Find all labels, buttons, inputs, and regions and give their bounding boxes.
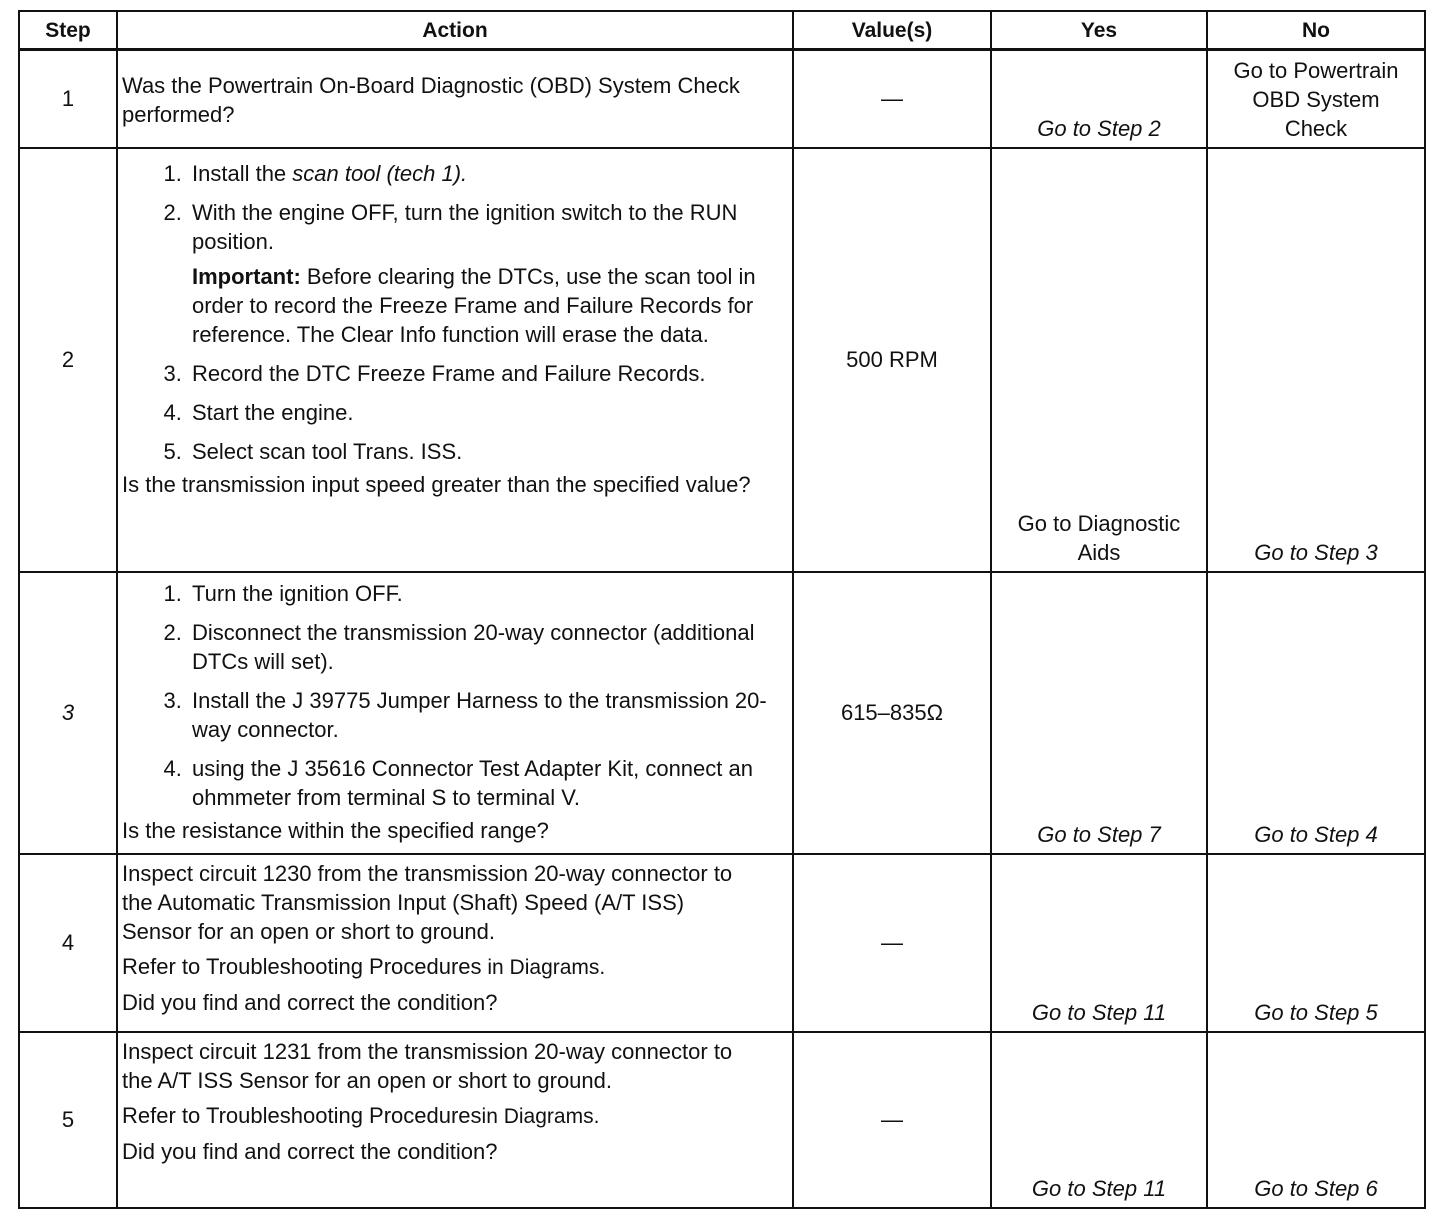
- header-row: [19, 11, 1425, 50]
- table-row-step-2: [19, 148, 1425, 572]
- list-item: 2. Disconnect the transmission 20-way connector (additional DTCs will set).: [188, 618, 786, 676]
- list-item: 1. Install the scan tool (tech 1).: [188, 159, 786, 188]
- value-cell: —: [793, 50, 991, 148]
- action-question: Is the resistance within the specified range?: [122, 817, 549, 843]
- table-row-step-3: [19, 572, 1425, 854]
- no-cell: Go to Step 5: [1207, 854, 1425, 1032]
- action-steps-list: [122, 153, 786, 256]
- action-cell: [117, 1032, 793, 1208]
- list-item: 3. Record the DTC Freeze Frame and Failure Records.: [188, 359, 786, 388]
- list-item: 4. using the J 35616 Connector Test Adapter Kit, connect an ohmmeter from terminal S to terminal V.: [188, 754, 786, 812]
- action-cell: [117, 148, 793, 572]
- list-item: 1. Turn the ignition OFF.: [188, 579, 786, 608]
- action-question: Did you find and correct the condition?: [122, 989, 498, 1015]
- list-item: 4. Start the engine.: [188, 398, 786, 427]
- header-values: Value(s): [793, 11, 991, 50]
- no-cell: Go to Step 6: [1207, 1032, 1425, 1208]
- step-number: 5: [19, 1032, 117, 1208]
- action-question: Did you find and correct the condition?: [122, 1138, 498, 1164]
- header-no: No: [1207, 11, 1425, 50]
- value-cell: —: [793, 1032, 991, 1208]
- action-steps-list-continued: [122, 359, 786, 466]
- action-cell: [117, 50, 793, 148]
- header-step: Step: [19, 11, 117, 50]
- table-row-step-1: [19, 50, 1425, 148]
- header-yes: Yes: [991, 11, 1207, 50]
- list-item: 2. With the engine OFF, turn the ignition switch to the RUN position.: [188, 198, 786, 256]
- important-note: Important: Before clearing the DTCs, use the scan tool in order to record the Freeze Frame and Failure Records for reference. The Clear Info function will erase the data.: [192, 263, 756, 347]
- value-cell: —: [793, 854, 991, 1032]
- step-number: 2: [19, 148, 117, 572]
- no-cell: Go to Step 3: [1207, 148, 1425, 572]
- action-question: Is the transmission input speed greater than the specified value?: [122, 471, 751, 497]
- step-number: 3: [19, 572, 117, 854]
- yes-cell: Go to Step 2: [991, 50, 1207, 148]
- action-text: Inspect circuit 1231 from the transmission 20-way connector to the A/T ISS Sensor for an open or short to ground.: [122, 1038, 733, 1093]
- table-row-step-5: [19, 1032, 1425, 1208]
- yes-cell: Go to Step 11: [991, 854, 1207, 1032]
- step-number: 4: [19, 854, 117, 1032]
- refer-text: Refer to Troubleshooting Procedures in Diagrams.: [122, 953, 606, 979]
- table-row-step-4: [19, 854, 1425, 1032]
- action-cell: [117, 572, 793, 854]
- list-item: 3. Install the J 39775 Jumper Harness to the transmission 20-way connector.: [188, 686, 786, 744]
- action-question: Was the Powertrain On-Board Diagnostic (OBD) System Check performed?: [122, 73, 740, 127]
- diagnostic-table: [18, 10, 1426, 1209]
- yes-cell: Go to Diagnostic Aids: [991, 148, 1207, 572]
- no-cell: Go to Step 4: [1207, 572, 1425, 854]
- no-cell: Go to Powertrain OBD System Check: [1207, 50, 1425, 148]
- list-item: 5. Select scan tool Trans. ISS.: [188, 437, 786, 466]
- header-action: Action: [117, 11, 793, 50]
- step-number: 1: [19, 50, 117, 148]
- action-cell: [117, 854, 793, 1032]
- yes-cell: Go to Step 7: [991, 572, 1207, 854]
- yes-cell: Go to Step 11: [991, 1032, 1207, 1208]
- action-text: Inspect circuit 1230 from the transmission 20-way connector to the Automatic Transmission Input (Shaft) Speed (A/T ISS) Sensor for an open or short to ground.: [122, 860, 733, 944]
- action-steps-list: [122, 577, 786, 812]
- value-cell: 615–835Ω: [793, 572, 991, 854]
- refer-text: Refer to Troubleshooting Proceduresin Diagrams.: [122, 1102, 600, 1128]
- value-cell: 500 RPM: [793, 148, 991, 572]
